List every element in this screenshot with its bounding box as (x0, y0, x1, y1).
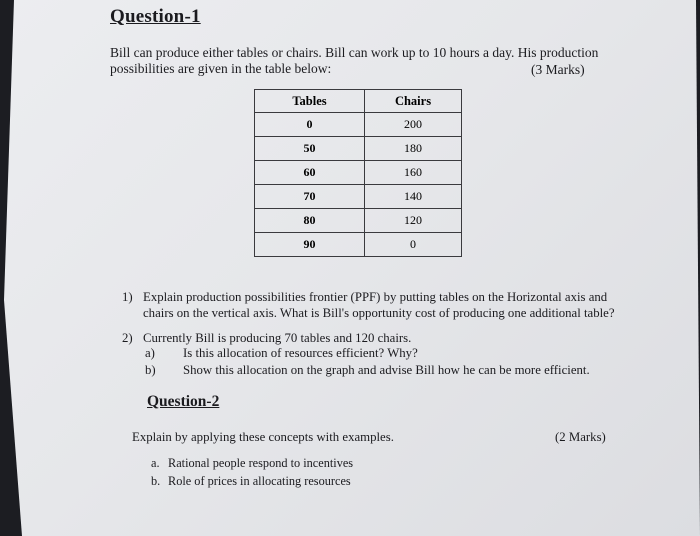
item-line-1: Explain production possibilities frontier (PPF) by putting tables on the Horizontal axis and (143, 290, 608, 304)
subitem-b-label: b) (145, 363, 156, 377)
chairs-cell: 140 (365, 185, 462, 209)
tables-cell: 50 (255, 137, 365, 161)
q2-item-b-label: b. (151, 474, 161, 488)
q2-item-a-label: a. (151, 456, 160, 470)
subitem-a-text: Is this allocation of resources efficient? Why? (183, 346, 418, 360)
question-1-item-2-text: Currently Bill is producing 70 tables and 120 chairs. (143, 331, 412, 345)
chairs-cell: 200 (365, 113, 462, 137)
tables-cell: 90 (255, 233, 365, 257)
table-row (255, 161, 462, 185)
table-row (255, 137, 462, 161)
production-possibilities-table (254, 89, 462, 257)
intro-line-1: Bill can produce either tables or chairs. Bill can work up to 10 hours a day. His production (110, 45, 599, 60)
q2-item-a-text: Rational people respond to incentives (168, 456, 354, 470)
subitem-b-text: Show this allocation on the graph and advise Bill how he can be more efficient. (183, 363, 590, 377)
table-header-row (255, 90, 462, 113)
chairs-cell: 180 (365, 137, 462, 161)
tables-cell: 80 (255, 209, 365, 233)
question-2-explain: Explain by applying these concepts with examples. (132, 430, 394, 444)
chairs-cell: 160 (365, 161, 462, 185)
question-1-item-2-number: 2) (122, 331, 133, 345)
item-line-2: chairs on the vertical axis. What is Bill's opportunity cost of producing one additional table? (143, 306, 615, 320)
table-row (255, 233, 462, 257)
table-row (255, 113, 462, 137)
chairs-cell: 120 (365, 209, 462, 233)
tables-cell: 60 (255, 161, 365, 185)
tables-cell: 0 (255, 113, 365, 137)
question-2-title: Question-2 (147, 393, 220, 410)
header-tables: Tables (255, 90, 365, 113)
subitem-a-label: a) (145, 346, 155, 360)
q2-item-b-text: Role of prices in allocating resources (168, 474, 351, 488)
item-number: 1) (122, 290, 133, 304)
header-chairs: Chairs (365, 90, 462, 113)
question-1-marks: (3 Marks) (531, 62, 585, 77)
table-row (255, 209, 462, 233)
table-row (255, 185, 462, 209)
question-2-marks: (2 Marks) (555, 430, 606, 444)
question-1-title: Question-1 (110, 6, 201, 27)
tables-cell: 70 (255, 185, 365, 209)
item-text (143, 289, 623, 321)
chairs-cell: 0 (365, 233, 462, 257)
intro-line-2: possibilities are given in the table below: (110, 61, 332, 76)
